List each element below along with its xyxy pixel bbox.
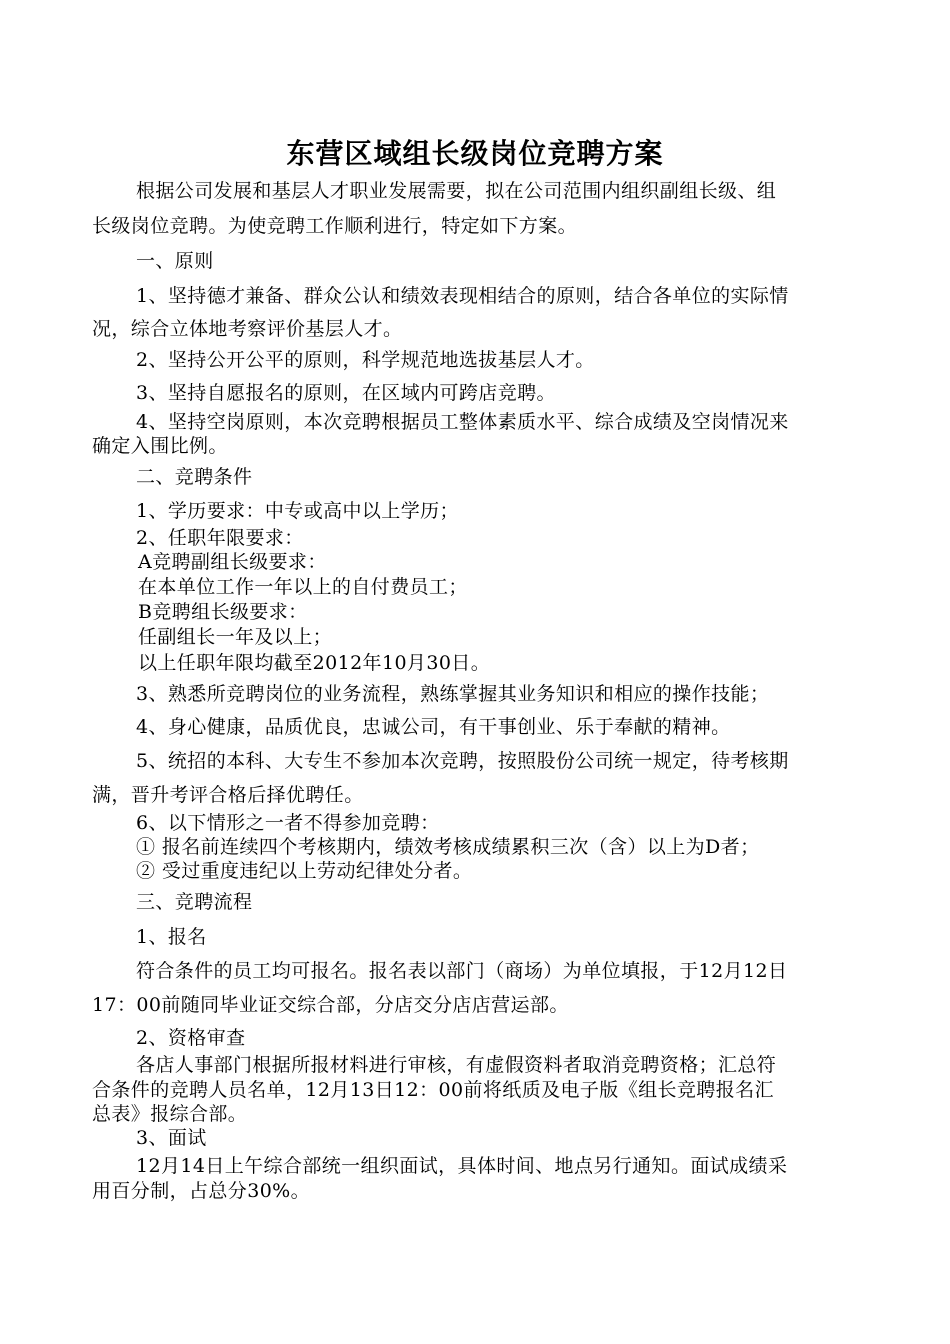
paragraph-line: 合条件的竞聘人员名单，12月13日12：00前将纸质及电子版《组长竞聘报名汇 <box>92 1079 774 1101</box>
paragraph-line: 3、面试 <box>136 1127 207 1149</box>
paragraph-line: 2、坚持公开公平的原则，科学规范地选拔基层人才。 <box>136 349 595 371</box>
paragraph-line: 3、熟悉所竞聘岗位的业务流程，熟练掌握其业务知识和相应的操作技能； <box>136 683 770 705</box>
document-title: 东营区域组长级岗位竞聘方案 <box>286 137 664 170</box>
paragraph-line: 6、以下情形之一者不得参加竞聘： <box>136 812 440 834</box>
paragraph-line: 3、坚持自愿报名的原则，在区域内可跨店竞聘。 <box>136 382 556 404</box>
paragraph-line: 符合条件的员工均可报名。报名表以部门（商场）为单位填报，于12月12日 <box>136 960 788 982</box>
paragraph-line: 17：00前随同毕业证交综合部，分店交分店店营运部。 <box>92 994 569 1016</box>
section-heading: 二、竞聘条件 <box>136 466 253 488</box>
paragraph-line: A竞聘副组长级要求： <box>138 551 327 573</box>
paragraph-line: 1、学历要求：中专或高中以上学历； <box>136 500 459 522</box>
paragraph-line: 况，综合立体地考察评价基层人才。 <box>92 318 403 340</box>
paragraph-line: B竞聘组长级要求： <box>138 601 308 623</box>
paragraph-line: 在本单位工作一年以上的自付费员工； <box>138 576 468 598</box>
section-heading: 三、竞聘流程 <box>136 891 253 913</box>
paragraph-line: 2、资格审查 <box>136 1027 246 1049</box>
paragraph-line: 任副组长一年及以上； <box>138 626 333 648</box>
paragraph-line: 根据公司发展和基层人才职业发展需要，拟在公司范围内组织副组长级、组 <box>136 180 777 202</box>
paragraph-line: 12月14日上午综合部统一组织面试，具体时间、地点另行通知。面试成绩采 <box>136 1155 788 1177</box>
paragraph-line: 满，晋升考评合格后择优聘任。 <box>92 784 364 806</box>
paragraph-line: 2、任职年限要求： <box>136 527 304 549</box>
paragraph-line: 确定入围比例。 <box>92 435 228 457</box>
paragraph-line: ② 受过重度违纪以上劳动纪律处分者。 <box>136 860 473 882</box>
paragraph-line: ① 报名前连续四个考核期内，绩效考核成绩累积三次（含）以上为D者； <box>136 836 760 858</box>
paragraph-line: 用百分制，占总分30%。 <box>92 1180 311 1202</box>
paragraph-line: 总表》报综合部。 <box>92 1103 248 1125</box>
paragraph-line: 1、报名 <box>136 926 207 948</box>
paragraph-line: 以上任职年限均截至2012年10月30日。 <box>138 652 491 674</box>
paragraph-line: 长级岗位竞聘。为使竞聘工作顺利进行，特定如下方案。 <box>92 215 578 237</box>
paragraph-line: 各店人事部门根据所报材料进行审核，有虚假资料者取消竞聘资格；汇总符 <box>136 1054 777 1076</box>
paragraph-line: 1、坚持德才兼备、群众公认和绩效表现相结合的原则，结合各单位的实际情 <box>136 285 789 307</box>
paragraph-line: 4、坚持空岗原则，本次竞聘根据员工整体素质水平、综合成绩及空岗情况来 <box>136 411 789 433</box>
section-heading: 一、原则 <box>136 250 214 272</box>
paragraph-line: 4、身心健康，品质优良，忠诚公司，有干事创业、乐于奉献的精神。 <box>136 716 731 738</box>
paragraph-line: 5、统招的本科、大专生不参加本次竞聘，按照股份公司统一规定，待考核期 <box>136 750 789 772</box>
